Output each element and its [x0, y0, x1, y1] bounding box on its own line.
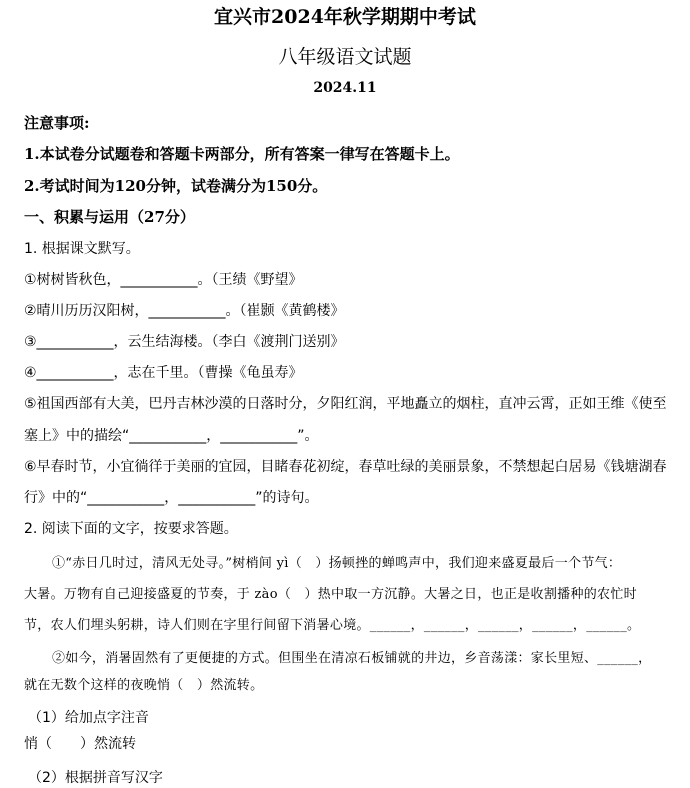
recitation-item: ①树树皆秋色，___________。（王绩《野望》	[24, 272, 303, 288]
recitation-item: 行》中的“___________，___________”的诗句。	[24, 490, 319, 506]
subquestion-title: （2）根据拼音写汉字	[28, 770, 163, 786]
notice-item: 1.本试卷分试题卷和答题卡两部分，所有答案一律写在答题卡上。	[24, 145, 460, 163]
recitation-item: ②晴川历历汉阳树，___________。（崔颢《黄鹤楼》	[24, 303, 345, 319]
exam-title: 宜兴市2024年秋学期期中考试	[214, 6, 476, 28]
exam-date: 2024.11	[313, 80, 377, 96]
passage-line: 就在无数个这样的夜晚悄（ ）然流转。	[24, 678, 264, 693]
recitation-item: ④___________，志在千里。（曹操《龟虽寿》	[24, 365, 303, 381]
passage-line: ②如今，消暑固然有了更便捷的方式。但围坐在清凉石板铺就的井边，乡音荡漾：家长里短、______，	[52, 651, 652, 666]
passage-line: 节，农人们埋头躬耕，诗人们则在字里行间留下消暑心境。______，______，______，______，______。	[24, 618, 641, 633]
notice-heading: 注意事项:	[24, 114, 90, 132]
passage-line: 大暑。万物有自己迎接盛夏的节奏，于 zào（ ）热中取一方沉静。大暑之日，也正是收割播种的农忙时	[24, 587, 637, 602]
exam-subtitle: 八年级语文试题	[278, 46, 412, 68]
subquestion-title: （1）给加点字注音	[28, 710, 149, 726]
recitation-item: ⑤祖国西部有大美，巴丹吉林沙漠的日落时分，夕阳红润，平地矗立的烟柱，直冲云霄，正如王维《使至	[24, 396, 667, 412]
question-title: 1. 根据课文默写。	[24, 241, 140, 257]
question-title: 2. 阅读下面的文字，按要求答题。	[24, 521, 238, 537]
notice-item: 2.考试时间为120分钟，试卷满分为150分。	[24, 177, 328, 195]
passage-line: ①“赤日几时过，清风无处寻。”树梢间 yì（ ）扬顿挫的蝉鸣声中，我们迎来盛夏最后一个节气：	[52, 556, 622, 571]
recitation-item: 塞上》中的描绘“___________，___________”。	[24, 428, 319, 444]
subquestion-item: 悄（ ）然流转	[24, 736, 136, 752]
recitation-item: ⑥早春时节，小宜徜徉于美丽的宜园，目睹春花初绽，春草吐绿的美丽景象，不禁想起白居易《钱塘湖春	[24, 459, 667, 475]
recitation-item: ③___________，云生结海楼。（李白《渡荆门送别》	[24, 334, 345, 350]
section-title: 一、积累与运用（27分）	[24, 208, 195, 226]
